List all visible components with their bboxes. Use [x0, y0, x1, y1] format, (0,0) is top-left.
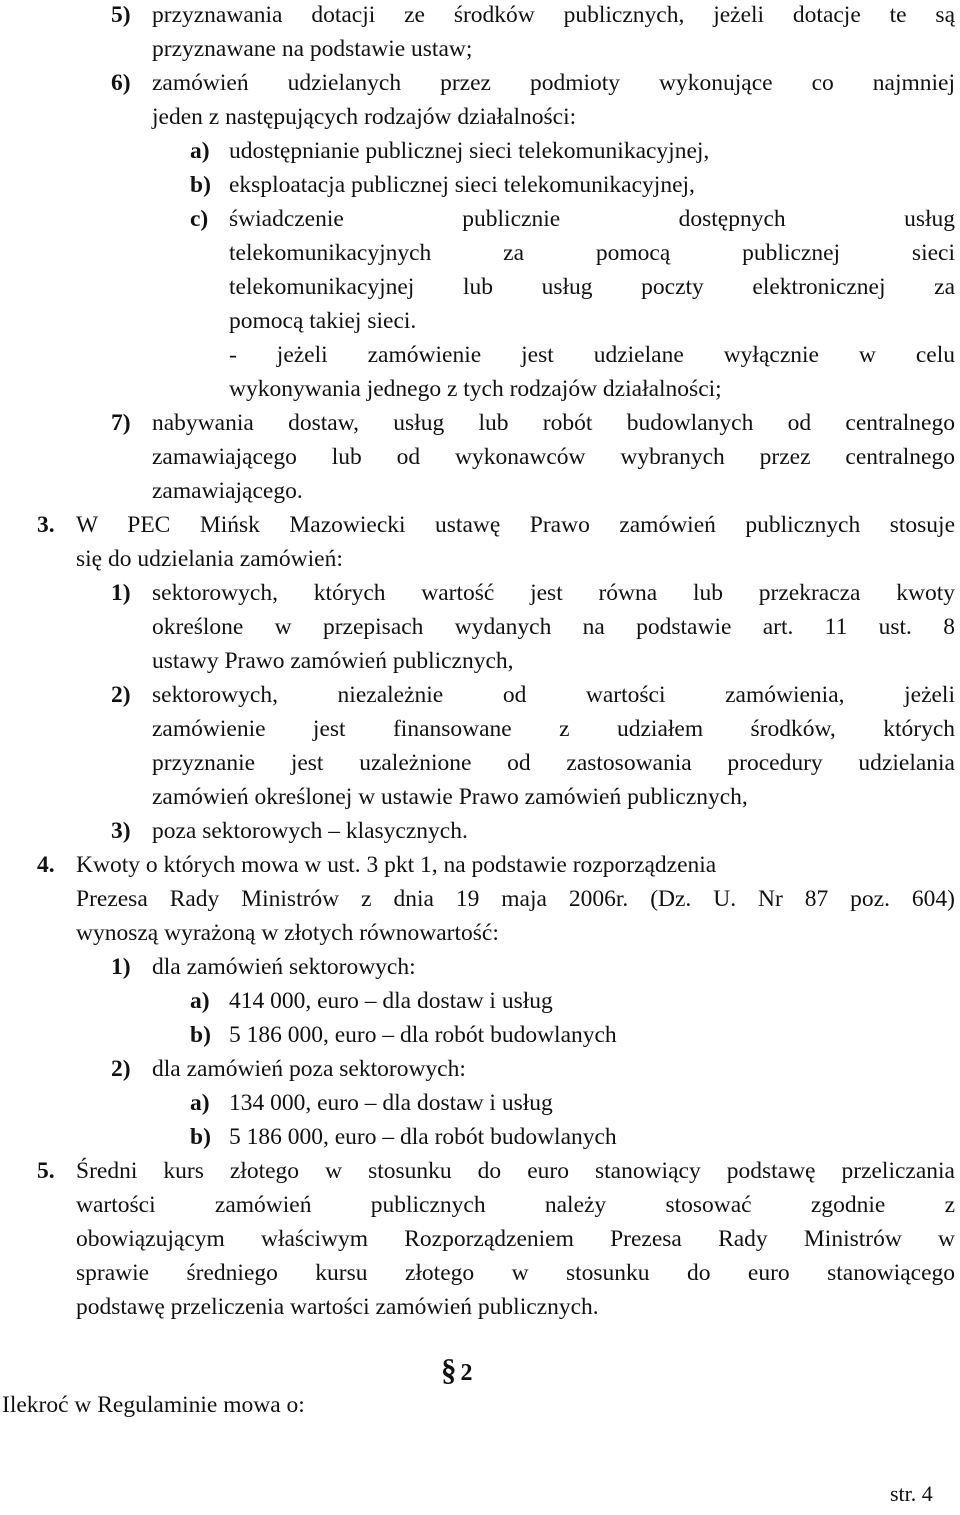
text-line: sektorowych, których wartość jest równa lub przekracza kwoty: [152, 580, 955, 606]
text-line: sektorowych, niezależnie od wartości zamówienia, jeżeli: [152, 682, 955, 708]
text-line: zamówień udzielanych przez podmioty wykonujące co najmniej: [152, 70, 955, 96]
text-line: udostępnianie publicznej sieci telekomunikacyjnej,: [229, 138, 710, 164]
text-line: zamówienie jest finansowane z udziałem środków, których: [152, 716, 955, 742]
text-line: wartości zamówień publicznych należy stosować zgodnie z: [76, 1192, 955, 1218]
text-line: nabywania dostaw, usług lub robót budowlanych od centralnego: [152, 410, 955, 436]
text-line: W PEC Mińsk Mazowiecki ustawę Prawo zamówień publicznych stosuje: [76, 512, 955, 538]
section-number: 4.: [37, 852, 55, 878]
list-number: 3): [111, 818, 131, 844]
text-line: określone w przepisach wydanych na podstawie art. 11 ust. 8: [152, 614, 955, 640]
text-line: - jeżeli zamówienie jest udzielane wyłącznie w celu: [229, 342, 955, 368]
text-line: 5 186 000, euro – dla robót budowlanych: [229, 1124, 617, 1150]
list-letter: b): [190, 172, 211, 198]
text-line: eksploatacja publicznej sieci telekomunikacyjnej,: [229, 172, 695, 198]
section-mark: §: [441, 1352, 457, 1387]
text-line: jeden z następujących rodzajów działalności:: [152, 104, 577, 130]
list-number: 1): [111, 954, 131, 980]
list-letter: a): [190, 138, 210, 164]
section-heading-number: 2: [460, 1360, 473, 1386]
text-line: przyznawane na podstawie ustaw;: [152, 36, 473, 62]
list-number: 7): [111, 410, 131, 436]
text-line: się do udzielania zamówień:: [76, 546, 343, 572]
list-number: 1): [111, 580, 131, 606]
text-line: telekomunikacyjnych za pomocą publicznej sieci: [229, 240, 955, 266]
text-line: przyznanie jest uzależnione od zastosowania procedury udzielania: [152, 750, 955, 776]
text-line: zamawiającego lub od wykonawców wybranych przez centralnego: [152, 444, 955, 470]
page-number: str. 4: [890, 1481, 933, 1506]
text-line: świadczenie publicznie dostępnych usług: [229, 206, 955, 232]
text-line: Średni kurs złotego w stosunku do euro stanowiący podstawę przeliczania: [76, 1158, 955, 1184]
text-line: wynoszą wyrażoną w złotych równowartość:: [76, 920, 499, 946]
text-line: Kwoty o których mowa w ust. 3 pkt 1, na podstawie rozporządzenia: [76, 852, 717, 878]
text-line: wykonywania jednego z tych rodzajów działalności;: [229, 376, 722, 402]
section-number: 5.: [37, 1158, 55, 1184]
list-number: 2): [111, 1056, 131, 1082]
list-number: 2): [111, 682, 131, 708]
section-heading: [441, 1352, 473, 1388]
text-line: podstawę przeliczenia wartości zamówień publicznych.: [76, 1294, 599, 1320]
text-line: 134 000, euro – dla dostaw i usług: [229, 1090, 553, 1116]
list-number: 5): [111, 2, 131, 28]
text-line: dla zamówień poza sektorowych:: [152, 1056, 466, 1082]
text-line: sprawie średniego kursu złotego w stosunku do euro stanowiącego: [76, 1260, 955, 1286]
text-line: pomocą takiej sieci.: [229, 308, 417, 334]
text-line: dla zamówień sektorowych:: [152, 954, 416, 980]
list-letter: b): [190, 1022, 211, 1048]
intro-text: Ilekroć w Regulaminie mowa o:: [2, 1392, 305, 1418]
text-line: poza sektorowych – klasycznych.: [152, 818, 468, 844]
text-line: zamówień określonej w ustawie Prawo zamówień publicznych,: [152, 784, 748, 810]
list-letter: a): [190, 988, 210, 1014]
list-number: 6): [111, 70, 131, 96]
text-line: obowiązującym właściwym Rozporządzeniem Prezesa Rady Ministrów w: [76, 1226, 955, 1252]
list-letter: b): [190, 1124, 211, 1150]
list-letter: c): [190, 206, 209, 232]
list-letter: a): [190, 1090, 210, 1116]
text-line: 5 186 000, euro – dla robót budowlanych: [229, 1022, 617, 1048]
text-line: przyznawania dotacji ze środków publicznych, jeżeli dotacje te są: [152, 2, 955, 28]
text-line: zamawiającego.: [152, 478, 303, 504]
text-line: 414 000, euro – dla dostaw i usług: [229, 988, 553, 1014]
text-line: telekomunikacyjnej lub usług poczty elektronicznej za: [229, 274, 955, 300]
section-number: 3.: [37, 512, 55, 538]
text-line: ustawy Prawo zamówień publicznych,: [152, 648, 514, 674]
text-line: Prezesa Rady Ministrów z dnia 19 maja 2006r. (Dz. U. Nr 87 poz. 604): [76, 886, 955, 912]
